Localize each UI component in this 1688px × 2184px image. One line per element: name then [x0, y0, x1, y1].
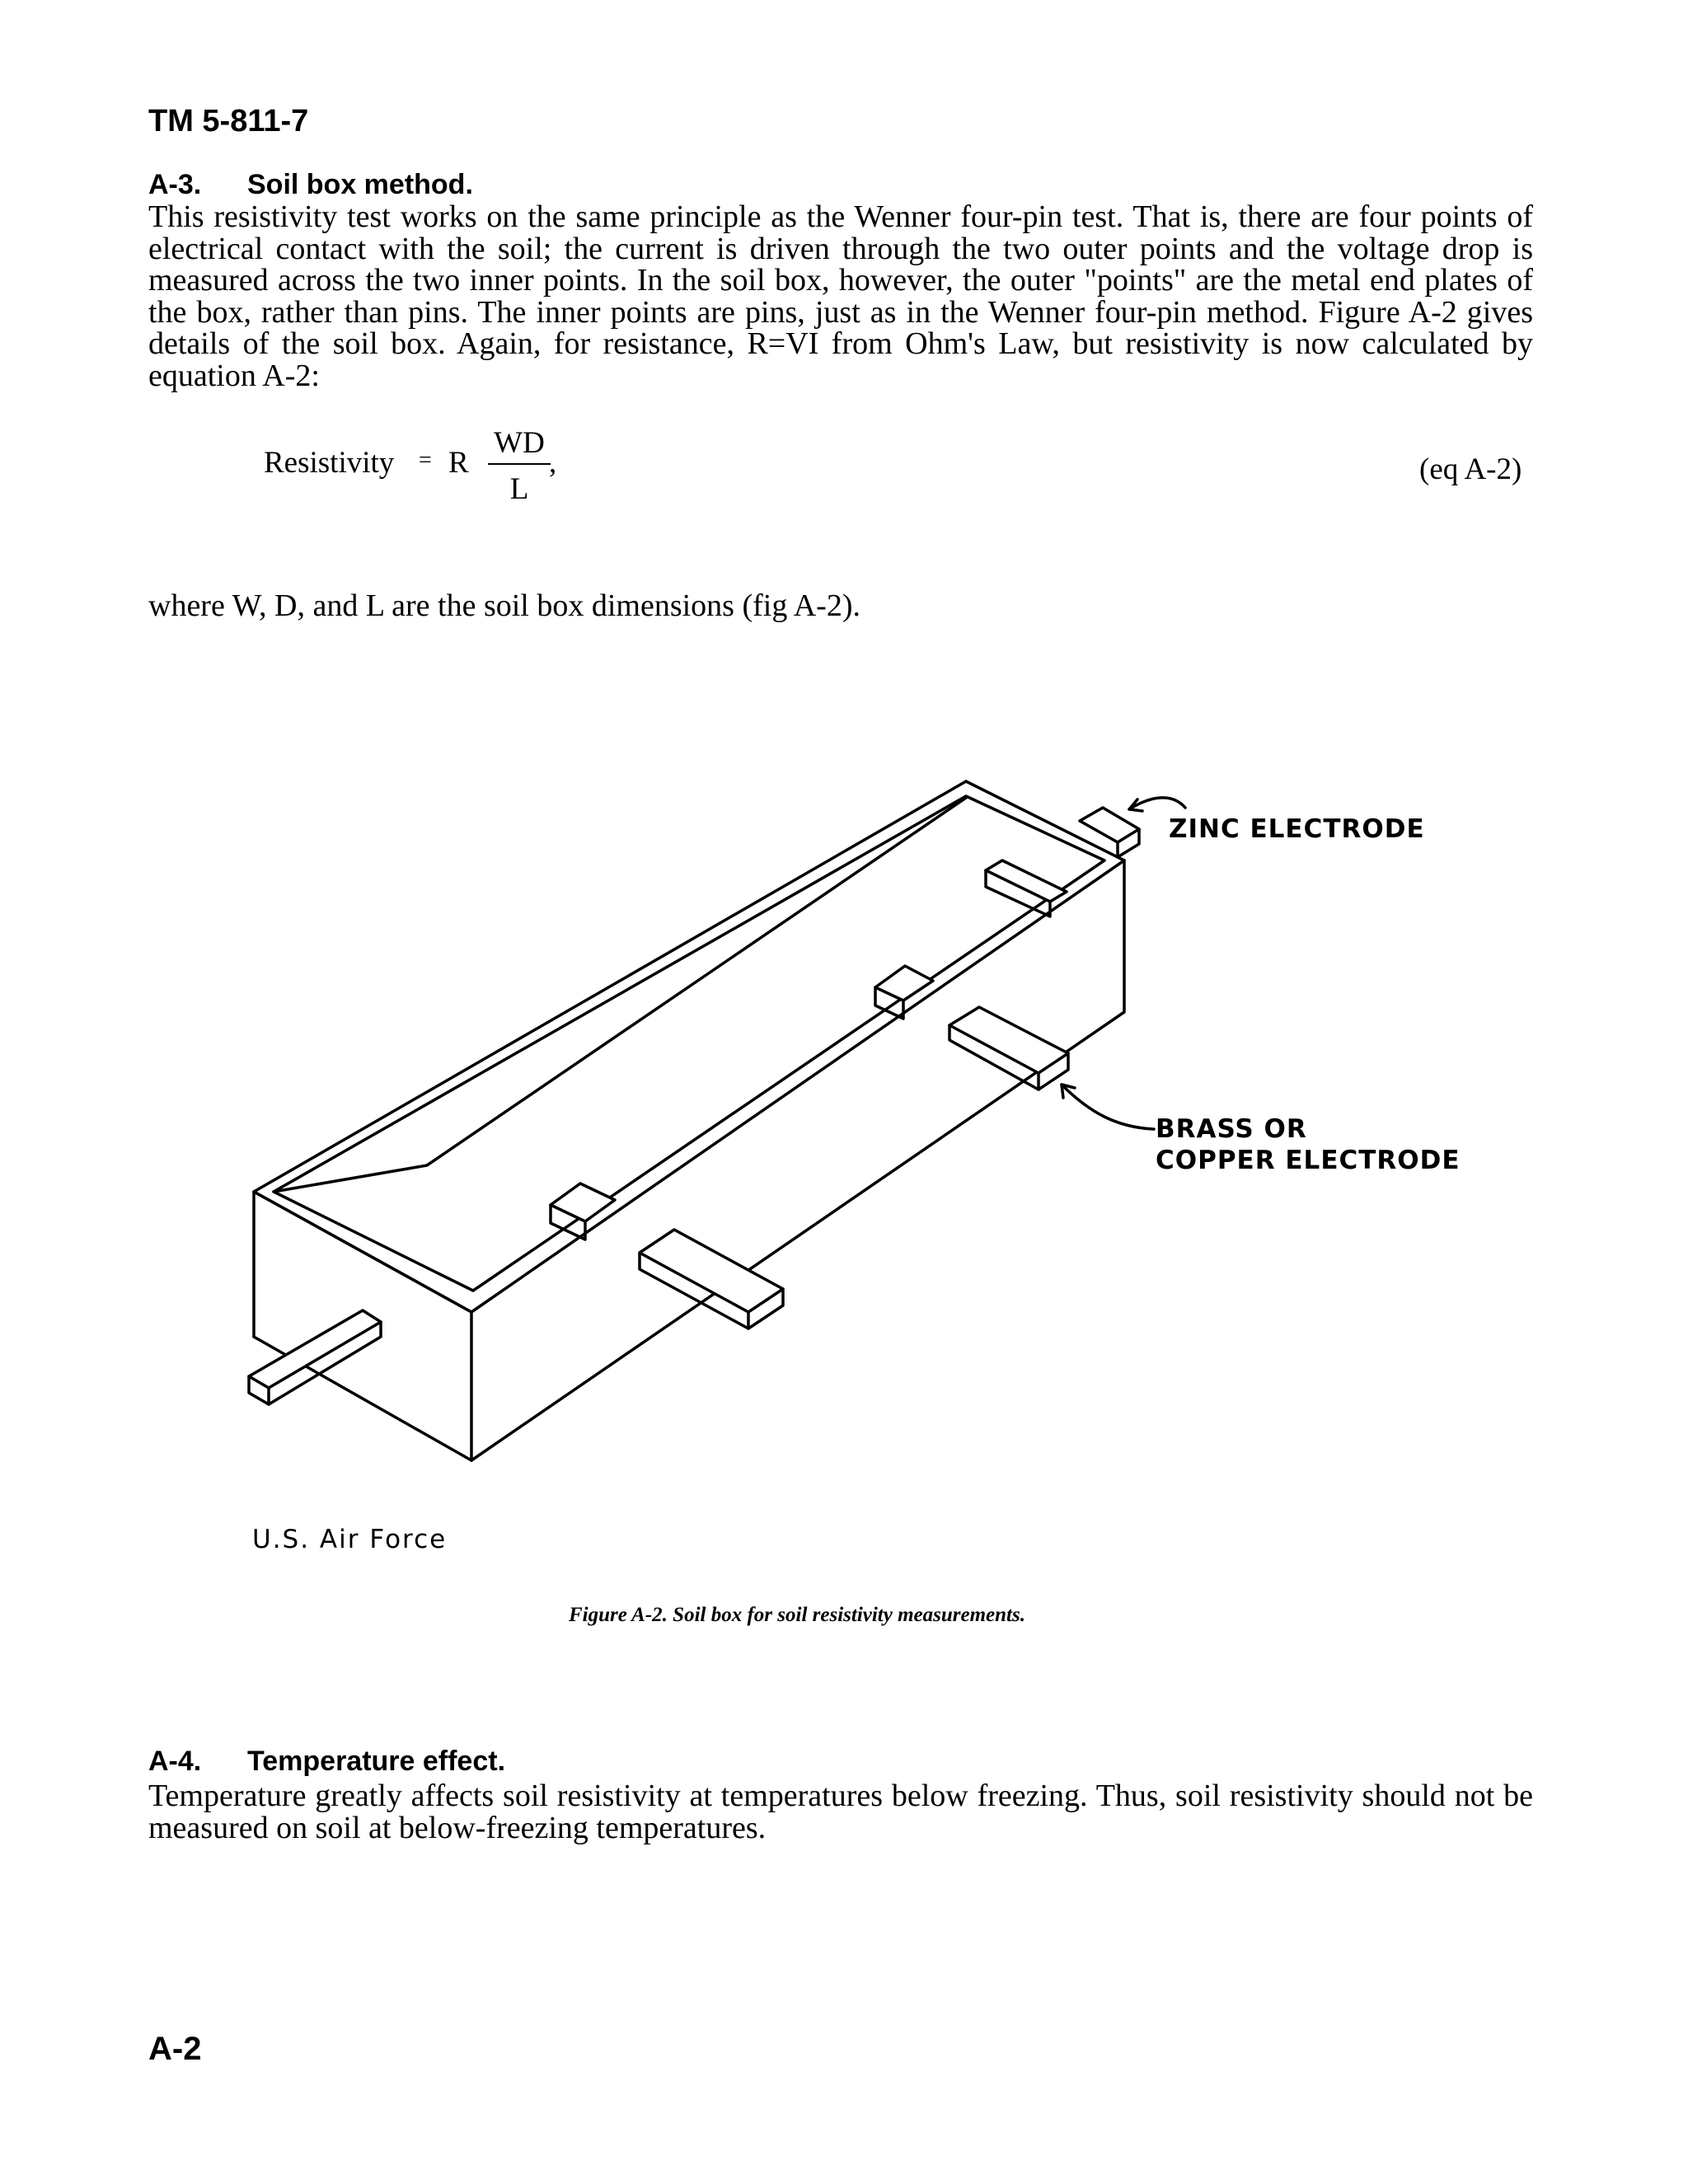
equation-followup-text: where W, D, and L are the soil box dimensions (fig A-2).: [148, 588, 860, 623]
figure-caption: Figure A-2. Soil box for soil resistivity measurements.: [569, 1604, 1025, 1626]
figure-credit: U.S. Air Force: [252, 1525, 448, 1554]
section-a3-title: Soil box method.: [247, 169, 473, 200]
section-a4-paragraph: Temperature greatly affects soil resistivity at temperatures below freezing. Thus, soil resistivity should not be measured on soil at below-freezing temperatures.: [148, 1779, 1533, 1845]
section-a4-heading: [148, 1746, 505, 1778]
brass-electrode-label-line1: BRASS OR: [1156, 1114, 1307, 1144]
equation-denominator: L: [509, 472, 529, 506]
document-id: TM 5-811-7: [148, 104, 309, 138]
section-a4-number: A-4.: [148, 1746, 202, 1777]
section-a4-title: Temperature effect.: [247, 1746, 506, 1777]
center-pin-top: [640, 1230, 783, 1312]
section-a3-number: A-3.: [148, 169, 202, 200]
equation-r: R: [448, 446, 469, 480]
equation-tag: (eq A-2): [1419, 452, 1522, 486]
equation-equals: =: [419, 448, 432, 473]
zinc-electrode-tab-top: [1080, 808, 1139, 842]
page-number: A-2: [148, 2031, 202, 2067]
right-pin-top: [950, 1007, 1068, 1073]
brass-electrode-label-line2: COPPER ELECTRODE: [1156, 1146, 1461, 1175]
zinc-electrode-label: ZINC ELECTRODE: [1169, 814, 1425, 844]
equation-comma: ,: [549, 446, 557, 480]
brass-leader-line: [1062, 1085, 1154, 1129]
section-a3-paragraph: This resistivity test works on the same principle as the Wenner four-pin test. That is, there are four points of electrical contact with the soil; the current is driven through the two outer points and the voltage drop is measured across the two inner points. In the soil box, however, the outer "points" are the metal end plates of the box, rather than pins. The inner points are pins, just as in the Wenner four-pin method. Figure A-2 gives details of the soil box. Again, for resistance, R=VI from Ohm's Law, but resistivity is now calculated by equation A-2:: [148, 199, 1533, 393]
equation-numerator: WD: [494, 426, 545, 460]
equation-lhs: Resistivity: [264, 446, 395, 480]
